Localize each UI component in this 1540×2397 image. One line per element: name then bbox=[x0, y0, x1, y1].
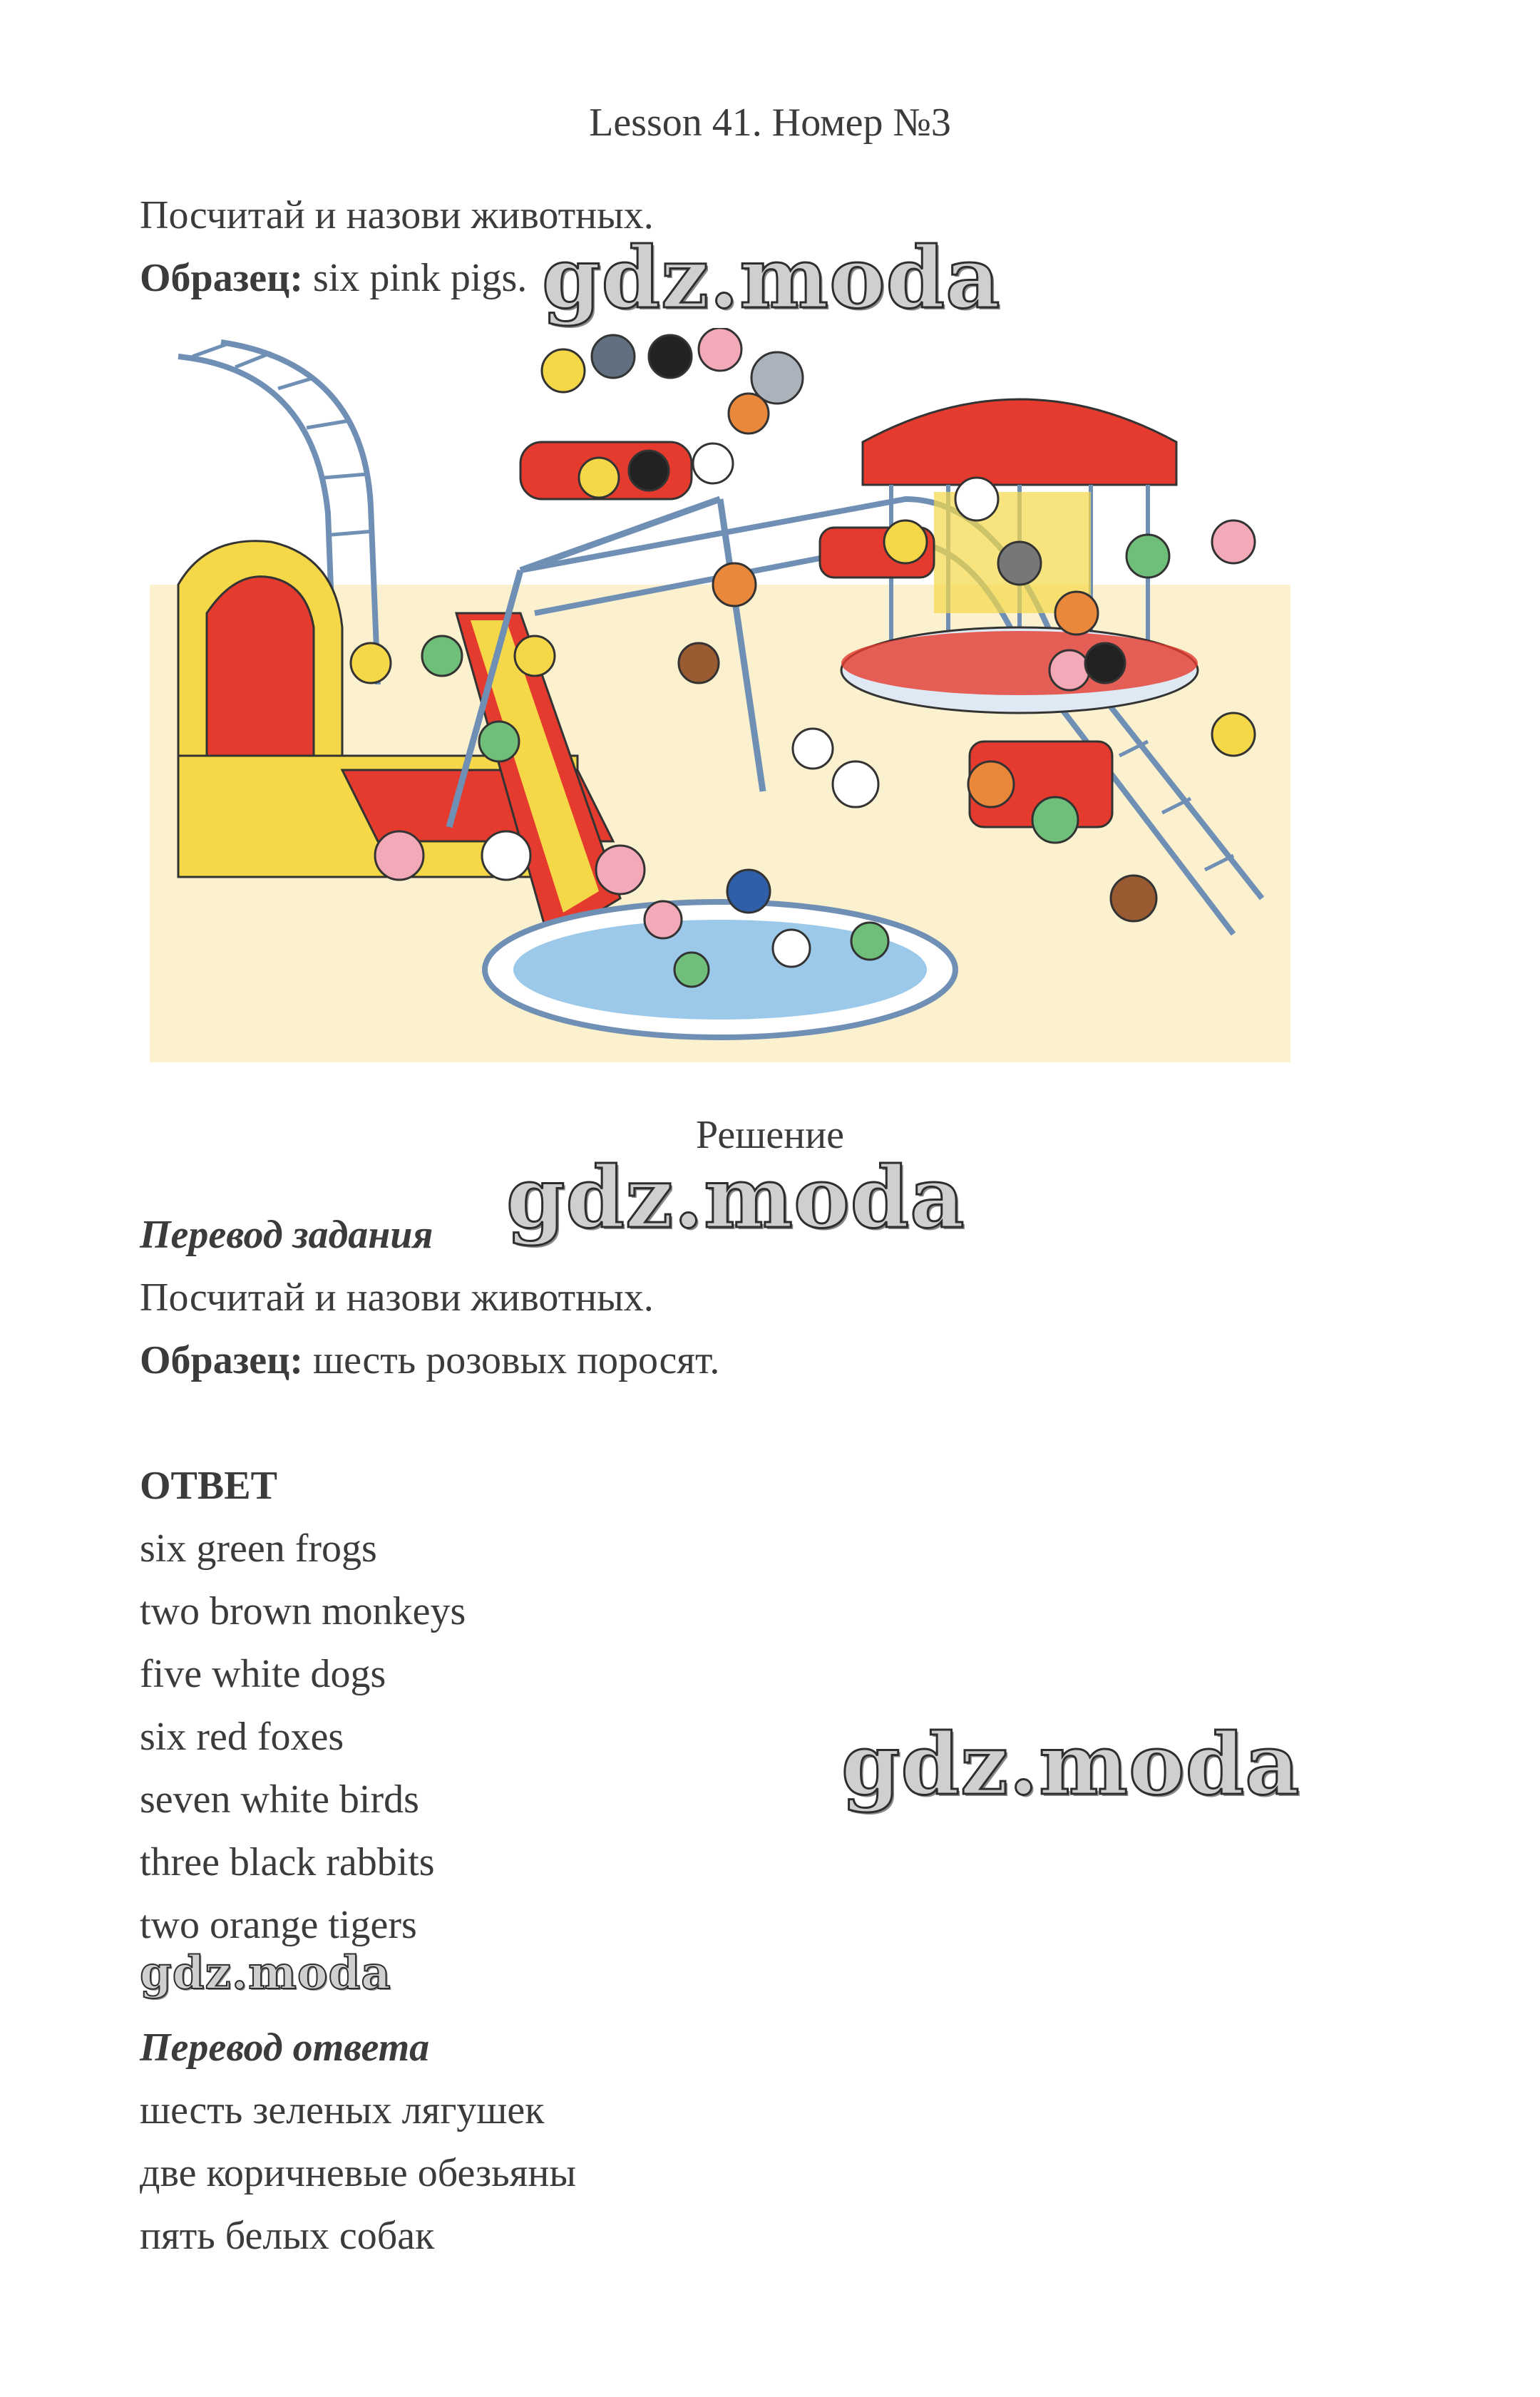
example-text: шесть розовых поросят. bbox=[302, 1338, 720, 1382]
watermark: gdz.moda bbox=[542, 228, 1001, 327]
watermark: gdz.moda bbox=[140, 1946, 391, 2000]
answer-item: three black rabbits bbox=[140, 1840, 435, 1884]
page-title: Lesson 41. Номер №3 bbox=[589, 101, 951, 145]
answer-translation-heading: Перевод ответа bbox=[140, 2026, 430, 2070]
watermark: gdz.moda bbox=[841, 1715, 1300, 1814]
answer-heading: ОТВЕТ bbox=[140, 1464, 277, 1508]
amusement-park-illustration bbox=[150, 328, 1290, 1062]
example-label: Образец: bbox=[140, 256, 303, 300]
answer-item: seven white birds bbox=[140, 1777, 419, 1822]
task-translation-example bbox=[140, 1338, 719, 1383]
task-example bbox=[140, 255, 527, 301]
answer-item: two orange tigers bbox=[140, 1903, 417, 1947]
example-text: six pink pigs. bbox=[302, 256, 528, 300]
answer-translation-item: пять белых собак bbox=[140, 2214, 435, 2258]
task-translation-instruction: Посчитай и назови животных. bbox=[140, 1276, 654, 1320]
answer-item: five white dogs bbox=[140, 1652, 386, 1696]
solution-heading: Решение bbox=[695, 1113, 845, 1157]
answer-item: six green frogs bbox=[140, 1526, 377, 1571]
answer-item: two brown monkeys bbox=[140, 1589, 466, 1633]
answer-translation-item: шесть зеленых лягушек bbox=[140, 2088, 545, 2132]
example-label: Образец: bbox=[140, 1338, 303, 1382]
watermark: gdz.moda bbox=[506, 1148, 965, 1247]
answer-item: six red foxes bbox=[140, 1715, 344, 1759]
answer-translation-item: две коричневые обезьяны bbox=[140, 2151, 577, 2195]
task-instruction: Посчитай и назови животных. bbox=[140, 193, 654, 237]
task-translation-heading: Перевод задания bbox=[140, 1213, 433, 1257]
